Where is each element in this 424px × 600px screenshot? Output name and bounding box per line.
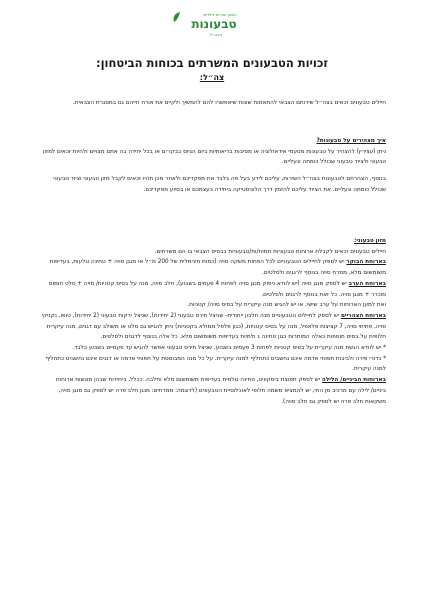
intro-text: חיילים טבעונים זכאים בצה״ל שירותם הצבאי להתאמות שונות שיאפשרו להם להמשיך ולקיים את אורח חייהם גם במסגרת הצבאית.: [73, 100, 386, 106]
tivonut-logo: [170, 8, 254, 38]
food-note: [40, 343, 386, 354]
food-item-label: בארוחת הערב: [348, 280, 386, 287]
food-note-text: * יש לוודא הגשת מנה עיקרית על בסיס קטניות לפחות 3 פעמים בשבוע. שניצל תירס טבעוני אפשר להגיש עד פעמיים בשבוע בלבד.: [72, 345, 386, 352]
food-item: [40, 311, 386, 343]
section-declaration-p2: בנוסף, הצהרתם לטבעונות בצה״ל השירות, עליכם לידע בעל פה בלבד את מפקדיכם ולאחר מכן תהיו זכאים לקבל מזון טבעוני וציוד טבעוני שכולל כומתה ונעליים. את הציוד עליכם להזמין דרך הלוגיסטיקה ביחידה בעצמכם או בסיוע מפקדיכם.: [53, 176, 386, 193]
food-item: [40, 257, 386, 278]
section-declaration-p1: ניתן (עצירין) להצהיר על טבעונות מטעמי אידאולוגיה או מסיבות בריאותיות ביום הגיוס בבקו״ם או בכל יחידה בה אתם מצויים ולהיות זכאים למזון טבעוני ולציוד טבעוני שכולל כומתה ונעליים.: [43, 148, 386, 166]
food-note: [40, 354, 386, 375]
section-food-intro: חיילים טבעונים זכאים לקבלת ארוחות טבעוניות תמות/ות/טבעוניות בבסיס הצבאי בו הם משרתים.: [154, 248, 386, 255]
food-item-text: יש לספק מנגן סויה (יש לוודא ניפוק מנגן סויה לפחות 4 פעמים בשבוע), חלב סויה, מנה על בסיס קטניות/ סויה + סלט חומוס מוכרר + מנגן סויה. כל זאת בנוסף לרגנים ולסלטים.: [48, 280, 386, 298]
logo-brand: טבעונות: [191, 17, 237, 31]
food-item: [40, 375, 386, 407]
intro-paragraph: [40, 98, 386, 109]
food-note-text: * כדורי פירה ולביבות תפוחי אדמה אינם נחשבים כתחליף למנה עיקרית. על כל מנה המבוססת על תפוחי אדמה או דגנים אינם נחשבים כתחליף למנה עיקרית.: [45, 355, 386, 373]
food-item-text: יש לספק תפוצת ביסקוויט, טחינה גולמית בעדיפות משומשום מלא וחלבה. ככלל, ביחידות שבהן מוגשות ארוחות ביניים/ לילה עם מרכיב מן החי, יש להמציא משמה חלופי לאוכלוסיית הטבעונים (לדוגמה: ממרחים: מנגן חלב פרה יש לספק גם מנגן סויה, משקאות חלב פרה יש לספק גם חלב סויה).: [55, 377, 386, 405]
food-item-label: בארוחת הצהריים: [340, 312, 386, 319]
food-item-label: בארוחת הבוקר: [346, 259, 386, 266]
section-food: [40, 236, 386, 407]
food-item-text: ואת למען הארוחות על ערב שישי, או יש להגיש מנה עיקרית על בסיס סויה/ קטניות.: [187, 302, 386, 309]
food-item: [40, 300, 386, 311]
section-declaration-heading: איך מצהירים על טבעונות?: [316, 138, 386, 144]
page-title: זכויות הטבעונים המשרתים בכוחות הביטחון:: [95, 56, 328, 70]
section-declaration: [40, 136, 386, 196]
logo-suffix: בצה״ל: [209, 32, 223, 37]
section-food-heading: מזון טבעוני:: [354, 238, 386, 244]
food-item-label: בארוחות הביניים/ הלילה: [321, 377, 386, 384]
logo-tagline: המזון הבריא לילדים: [203, 12, 237, 17]
food-item: [40, 279, 386, 300]
page-subtitle: צה״ל:: [199, 73, 225, 82]
food-item-text: יש לספק לחיילים הטבעוניים לכל הפחות משקה סויה (כמות מינימלית של 200 מ״ל או מנגן סויה + טחינה וגלעות, בעדיפות משומשום מלא, ממרח סויה בנוסף לרגנים ולסלטים.: [49, 259, 386, 277]
food-item-text: יש לספק לחיילים הטבעוניים מנה חלבון ייחודית- שניצל תירס טבעוני (2 יחידות), שניצל ירקות טבעוני (2 יחידות), טופו, נקניקי סויה, פתיתי סויה, 7 קציצות פלאפל, מנה על בסיס קטניות, (כגון פלפל ממולא בקטניות) ניתן להגיש גם סלט או משולב עם דגנים, מנה עיקרית חלופית על בסיס תוספות כאלה המותרות כגון טחינה ג ולמיות בעדיפות משומשום מלא. כל אלה בנוסף לדגנים ולסלטים.: [41, 312, 386, 341]
